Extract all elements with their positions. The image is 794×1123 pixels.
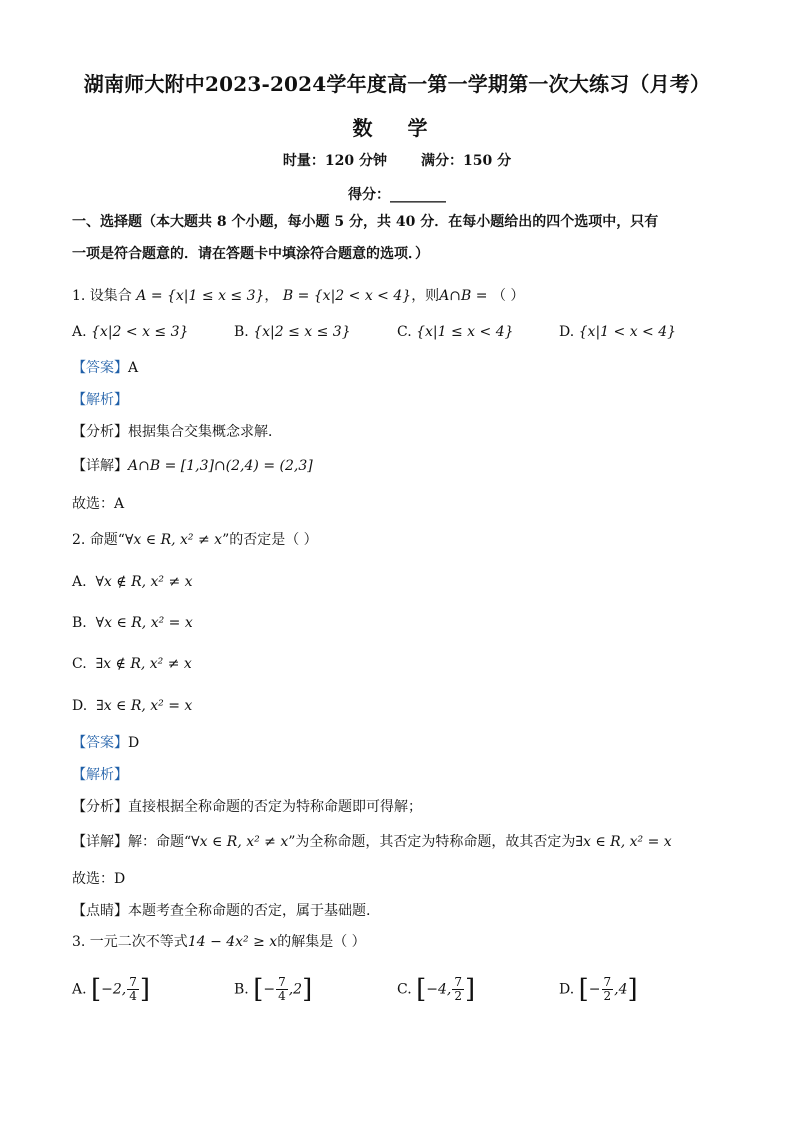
- q2-dianjing: [72, 901, 370, 921]
- dianjing-tag: 【点睛】: [72, 903, 128, 919]
- option-text: {x|1 < x < 4}: [578, 324, 677, 340]
- fraction-denominator: 2: [603, 989, 612, 1003]
- option-label: A.: [72, 324, 87, 340]
- option-left: −2,: [101, 981, 127, 998]
- fraction-denominator: 4: [129, 989, 137, 1003]
- exam-info: [0, 150, 794, 170]
- option-label: C.: [397, 324, 412, 340]
- question-3: [72, 932, 366, 952]
- option-label: D.: [72, 698, 88, 714]
- option-text: {x|2 < x ≤ 3}: [91, 324, 189, 340]
- detail-text-d: ∃x ∈ R, x² = x: [575, 834, 672, 850]
- fenxi-tag: 【分析】: [72, 799, 128, 815]
- option-left: −: [263, 981, 276, 998]
- fraction-numerator: 7: [129, 975, 137, 989]
- q1-prefix: 1. 设集合: [72, 288, 132, 304]
- detail-text-a: 解：命题“: [128, 834, 192, 850]
- fenxi-text: 直接根据全称命题的否定为特称命题即可得解；: [128, 799, 422, 815]
- section-heading-line2: 一项是符合题意的．请在答题卡中填涂符合题意的选项．）: [72, 246, 429, 262]
- fenxi-tag: 【分析】: [72, 424, 128, 440]
- option-text: {x|1 ≤ x < 4}: [416, 324, 514, 340]
- q2-option-a: [72, 572, 193, 592]
- q2-fenxi: [72, 797, 422, 817]
- fraction-denominator: 2: [454, 989, 463, 1003]
- q2-detail: [72, 832, 672, 852]
- option-label: B.: [234, 981, 249, 998]
- q2-choose: 故选：D: [72, 871, 126, 887]
- option-text: ∀x ∈ R, x² = x: [95, 615, 193, 631]
- q1-set-b: B = {x|2 < x < 4}: [282, 288, 412, 304]
- detail-text-b: ∀x ∈ R, x² ≠ x: [191, 834, 289, 850]
- q2-prefix: 2. 命题“: [72, 532, 125, 548]
- section-heading-line1: 一、选择题（本大题共 8 个小题，每小题 5 分，共 40 分．在每小题给出的四个选项中，只有: [72, 214, 659, 230]
- option-label: C.: [72, 656, 87, 672]
- question-2: [72, 530, 318, 550]
- q3-option-c: C. [−4, $\frac{7}{2}$ ]: [397, 974, 476, 1005]
- option-left: −4,: [426, 981, 452, 998]
- q2-analysis-tag: 【解析】: [72, 767, 128, 783]
- q1-fenxi: [72, 422, 282, 442]
- option-text: ∃x ∉ R, x² ≠ x: [95, 656, 192, 672]
- q3-inequality: 14 − 4x² ≥ x: [187, 934, 278, 950]
- q1-detail: [72, 456, 313, 476]
- q1-option-a: [72, 322, 188, 342]
- option-text: ∀x ∉ R, x² ≠ x: [95, 574, 193, 590]
- detail-text-c: ”为全称命题，其否定为特称命题，故其否定为: [288, 834, 576, 850]
- q2-option-b: [72, 613, 193, 633]
- q3-prefix: 3. 一元二次不等式: [72, 934, 188, 950]
- time-limit: 时量：120 分钟: [282, 153, 387, 169]
- q1-then: ，则: [411, 288, 440, 304]
- option-right: ,2: [288, 981, 303, 998]
- q2-option-c: [72, 654, 192, 674]
- fraction-numerator: 7: [278, 975, 286, 989]
- option-label: A.: [72, 574, 87, 590]
- option-right: ,4: [614, 981, 628, 998]
- option-label: D.: [559, 981, 575, 998]
- answer-tag: 【答案】: [72, 360, 128, 376]
- option-label: A.: [72, 981, 87, 998]
- q1-choose: 故选：A: [72, 496, 125, 512]
- fraction-numerator: 7: [603, 975, 612, 989]
- detail-tag: 【详解】: [72, 834, 128, 850]
- option-label: B.: [72, 615, 87, 631]
- q2-option-d: [72, 696, 192, 716]
- option-label: C.: [397, 981, 412, 998]
- q3-suffix: 的解集是（ ）: [277, 934, 366, 950]
- answer-tag: 【答案】: [72, 735, 128, 751]
- q1-option-b: [234, 322, 351, 342]
- q1-set-a: A = {x|1 ≤ x ≤ 3}: [136, 288, 265, 304]
- option-text: ∃x ∈ R, x² = x: [96, 698, 193, 714]
- option-text: {x|2 ≤ x ≤ 3}: [253, 324, 351, 340]
- option-left: −: [588, 981, 601, 998]
- fraction-denominator: 4: [278, 989, 286, 1003]
- answer-value: D: [128, 735, 140, 751]
- q1-option-c: [397, 322, 514, 342]
- fenxi-text: 根据集合交集概念求解．: [128, 424, 282, 440]
- exam-title: 湖南师大附中2023-2024学年度高一第一学期第一次大练习（月考）: [83, 72, 711, 96]
- q3-option-b: B. [− $\frac{7}{4}$ ,2]: [234, 974, 313, 1005]
- q1-answer: [72, 358, 138, 378]
- q3-option-a: A. [−2, $\frac{7}{4}$ ]: [72, 974, 151, 1005]
- score-field: 得分：________: [348, 187, 446, 203]
- fraction-numerator: 7: [454, 975, 463, 989]
- question-1: [72, 286, 524, 306]
- q2-answer: [72, 733, 139, 753]
- q3-option-d: D. [− $\frac{7}{2}$ ,4]: [559, 974, 638, 1005]
- q1-analysis-tag: 【解析】: [72, 392, 128, 408]
- option-label: D.: [559, 324, 575, 340]
- q1-expr: A∩B =: [439, 288, 488, 304]
- q1-option-d: [559, 322, 676, 342]
- detail-text: A∩B = [1,3]∩(2,4) = (2,3]: [128, 458, 313, 474]
- q1-sep: ，: [264, 288, 279, 304]
- dianjing-text: 本题考查全称命题的否定，属于基础题.: [128, 903, 371, 919]
- q1-paren: （ ）: [491, 288, 525, 304]
- option-label: B.: [234, 324, 249, 340]
- detail-tag: 【详解】: [72, 458, 128, 474]
- q2-suffix: ”的否定是（ ）: [222, 532, 318, 548]
- subject-title: 数 学: [352, 116, 442, 140]
- full-score: 满分：150 分: [421, 153, 512, 169]
- answer-value: A: [128, 360, 139, 376]
- q2-statement: ∀x ∈ R, x² ≠ x: [124, 532, 223, 548]
